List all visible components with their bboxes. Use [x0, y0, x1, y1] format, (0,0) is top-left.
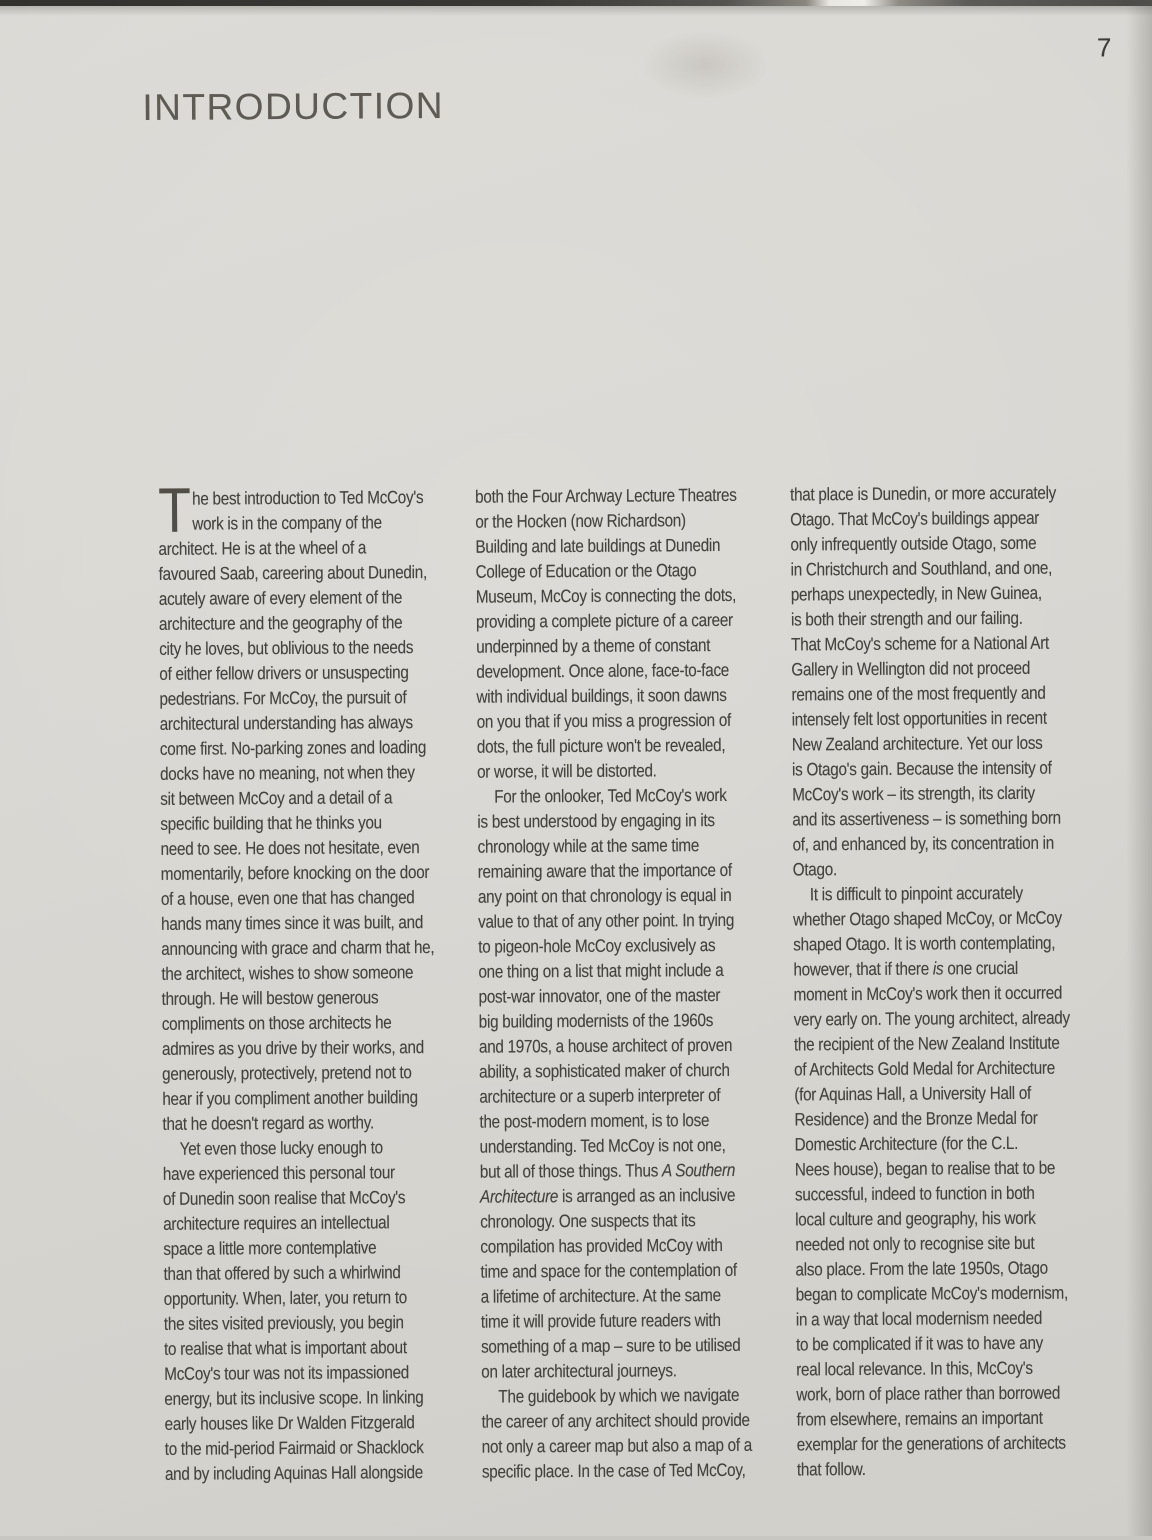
page-number: 7 [1096, 32, 1112, 63]
text-line: remaining aware that the importance of [477, 859, 732, 882]
text-line: acutely aware of every element of the [158, 587, 403, 609]
text-line: is both their strength and our failing. [790, 607, 1023, 630]
text-line: of either fellow drivers or unsuspecting [159, 662, 409, 684]
text-line: began to complicate McCoy's modernism, [795, 1282, 1068, 1305]
text-line: a lifetime of architecture. At the same [480, 1285, 721, 1307]
text-line: It is difficult to pinpoint accurately [809, 882, 1023, 905]
text-line: architecture and the geography of the [158, 612, 403, 634]
text-line: architectural understanding has always [159, 712, 413, 734]
text-line: the sites visited previously, you begin [163, 1312, 404, 1334]
text-line: of, and enhanced by, its concentration in [792, 832, 1055, 855]
text-line: any point on that chronology is equal in [477, 884, 732, 907]
text-line: local culture and geography, his work [795, 1207, 1036, 1230]
text-line: Domestic Architecture (for the C.L. [794, 1132, 1019, 1155]
text-line: McCoy's work – its strength, its clarity [792, 782, 1035, 805]
text-line: post-war innovator, one of the master [478, 984, 721, 1007]
text-line: work, born of place rather than borrowed [796, 1382, 1061, 1405]
text-line: of Dunedin soon realise that McCoy's [162, 1187, 406, 1209]
text-line: specific building that he thinks you [160, 812, 382, 834]
text-line: Architecture is arranged as an inclusive [479, 1184, 736, 1207]
text-line: successful, indeed to function in both [794, 1182, 1035, 1205]
text-line: docks have no meaning, not when they [159, 762, 415, 784]
text-line: value to that of any other point. In trying [478, 909, 735, 932]
text-line: something of a map – sure to be utilised [480, 1334, 741, 1357]
text-line: architecture or a superb interpreter of [479, 1085, 721, 1107]
text-line: (for Aquinas Hall, a University Hall of [794, 1082, 1032, 1105]
text-line: Otago. [792, 859, 837, 880]
text-line: to be complicated if it was to have any [795, 1332, 1044, 1355]
text-line: on you that if you miss a progression of [476, 709, 732, 732]
text-line: through. He will bestow generous [161, 987, 379, 1009]
text-line: real local relevance. In this, McCoy's [796, 1357, 1033, 1380]
text-line: that he doesn't regard as worthy. [162, 1112, 374, 1134]
text-line: on later architectural journeys. [481, 1360, 677, 1382]
text-line: moment in McCoy's work then it occurred [793, 982, 1063, 1005]
text-line: time and space for the contemplation of [480, 1259, 737, 1282]
text-line: hear if you compliment another building [162, 1087, 418, 1109]
text-line: For the onlooker, Ted McCoy's work [494, 784, 727, 807]
text-line: city he loves, but oblivious to the needs [159, 637, 414, 659]
text-column-1 [157, 475, 474, 1487]
text-line: but all of those things. Thus A Southern [479, 1159, 736, 1182]
text-line: architecture requires an intellectual [163, 1212, 390, 1234]
text-line: and 1970s, a house architect of proven [478, 1034, 733, 1057]
text-line: to the mid-period Fairmaid or Shacklock [164, 1437, 424, 1459]
text-line: not only a career map but also a map of a [481, 1434, 752, 1457]
text-line: come first. No-parking zones and loading [159, 737, 427, 759]
text-line: momentarily, before knocking on the door [160, 862, 430, 884]
text-line: have experienced this personal tour [162, 1162, 395, 1184]
text-line: College of Education or the Otago [475, 560, 697, 582]
text-line: however, that if there is one crucial [793, 957, 1019, 980]
text-line: The guidebook by which we navigate [498, 1384, 740, 1407]
text-line: New Zealand architecture. Yet our loss [791, 732, 1043, 755]
text-line: generously, protectively, pretend not to [162, 1062, 412, 1084]
text-line: one thing on a list that might include a [478, 959, 724, 982]
text-line: needed not only to recognise site but [795, 1232, 1035, 1255]
text-line: big building modernists of the 1960s [478, 1010, 714, 1032]
text-line: admires as you drive by their works, and [161, 1037, 424, 1059]
text-line: underpinned by a theme of constant [476, 635, 711, 657]
text-line: sit between McCoy and a detail of a [160, 787, 393, 809]
text-line: that follow. [796, 1458, 866, 1480]
text-line: Building and late buildings at Dunedin [475, 534, 721, 557]
text-line: chronology while at the same time [477, 835, 700, 857]
text-line: very early on. The young architect, already [793, 1007, 1070, 1030]
text-line: Yet even those lucky enough to [179, 1137, 383, 1159]
text-line: the recipient of the New Zealand Institute [793, 1032, 1060, 1055]
text-line: Residence) and the Bronze Medal for [794, 1107, 1038, 1130]
text-line: dots, the full picture won't be revealed, [476, 734, 726, 757]
text-line: and by including Aquinas Hall alongside [164, 1462, 424, 1484]
text-line: with individual buildings, it soon dawns [476, 684, 727, 707]
text-line: that place is Dunedin, or more accurately [790, 482, 1057, 505]
text-line: pedestrians. For McCoy, the pursuit of [159, 687, 407, 709]
text-line: than that offered by such a whirlwind [163, 1262, 401, 1284]
text-line: is best understood by engaging in its [477, 810, 715, 832]
text-line: compilation has provided McCoy with [480, 1234, 723, 1257]
text-line: McCoy's tour was not its impassioned [164, 1362, 410, 1384]
text-line: remains one of the most frequently and [791, 682, 1046, 705]
text-column-2 [475, 483, 791, 1485]
text-column-3 [790, 480, 1106, 1482]
text-line: and its assertiveness – is something born [792, 807, 1061, 830]
text-line: Nees house), began to realise that to be [794, 1157, 1056, 1180]
text-line: both the Four Archway Lecture Theatres [475, 484, 737, 507]
text-line: in a way that local modernism needed [795, 1307, 1043, 1330]
text-line: Museum, McCoy is connecting the dots, [475, 584, 737, 607]
text-line: architect. He is at the wheel of a [158, 537, 367, 559]
text-line: hands many times since it was built, and [161, 912, 424, 934]
text-line: also place. From the late 1950s, Otago [795, 1257, 1048, 1280]
text-line: specific place. In the case of Ted McCoy, [481, 1459, 746, 1482]
text-line: perhaps unexpectedly, in New Guinea, [790, 582, 1042, 605]
text-line: space a little more contemplative [163, 1237, 377, 1259]
text-line: work is in the company of the [192, 512, 382, 534]
text-line: exemplar for the generations of architects [796, 1432, 1066, 1455]
text-line: the career of any architect should provide [481, 1409, 750, 1432]
text-line: That McCoy's scheme for a National Art [791, 632, 1049, 655]
text-line: from elsewhere, remains an important [796, 1407, 1043, 1430]
text-line: of Architects Gold Medal for Architecture [794, 1057, 1055, 1080]
text-line: in Christchurch and Southland, and one, [790, 557, 1053, 580]
text-line: whether Otago shaped McCoy, or McCoy [792, 907, 1062, 930]
page-title: INTRODUCTION [142, 84, 445, 129]
text-line: of a house, even one that has changed [160, 887, 415, 909]
text-line: or the Hocken (now Richardson) [475, 510, 686, 532]
text-line: announcing with grace and charm that he, [161, 936, 435, 959]
text-line: time it will provide future readers with [480, 1310, 721, 1332]
text-line: early houses like Dr Walden Fitzgerald [164, 1412, 415, 1434]
drop-cap: T [157, 475, 191, 546]
text-line: opportunity. When, later, you return to [163, 1287, 408, 1309]
text-line: ability, a sophisticated maker of church [479, 1059, 730, 1082]
text-line: providing a complete picture of a career [475, 609, 733, 632]
text-line: the architect, wishes to show someone [161, 962, 414, 984]
text-line: shaped Otago. It is worth contemplating, [793, 932, 1056, 955]
text-line: need to see. He does not hesitate, even [160, 837, 420, 859]
text-line: Gallery in Wellington did not proceed [791, 657, 1031, 680]
text-line: energy, but its inclusive scope. In linking [164, 1387, 424, 1409]
text-line: to realise that what is important about [163, 1337, 407, 1359]
text-line: or worse, it will be distorted. [476, 760, 657, 782]
text-line: to pigeon-hole McCoy exclusively as [478, 935, 716, 957]
text-line: intensely felt lost opportunities in recent [791, 707, 1047, 730]
text-line: favoured Saab, careering about Dunedin, [158, 562, 427, 584]
text-line: chronology. One suspects that its [480, 1210, 696, 1232]
text-line: development. Once alone, face-to-face [476, 659, 730, 682]
text-line: compliments on those architects he [161, 1012, 392, 1034]
text-line: understanding. Ted McCoy is not one, [479, 1134, 726, 1157]
text-line: only infrequently outside Otago, some [790, 532, 1037, 555]
text-line: is Otago's gain. Because the intensity of [791, 757, 1052, 780]
text-line: Otago. That McCoy's buildings appear [790, 507, 1040, 530]
text-line: he best introduction to Ted McCoy's [192, 487, 424, 509]
text-line: the post-modern moment, is to lose [479, 1110, 710, 1132]
